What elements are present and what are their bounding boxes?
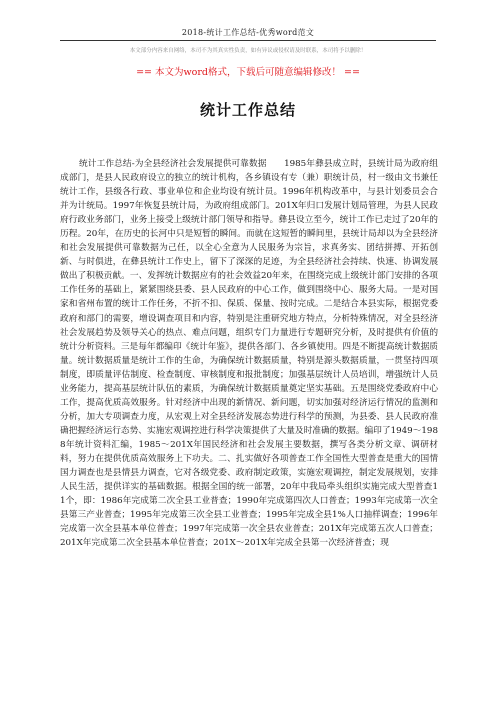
running-header: 2018-统计工作总结-优秀word范文 — [181, 28, 315, 37]
body-paragraph: 统计工作总结-为全县经济社会发展提供可靠数据 1985年彝县成立时，县统计局为政府组成部门，是县人民政府设立的独立的统计机构，各乡镇设有专（兼）职统计员，村一级由文书兼任统计工作，县级各行政、事业单位和企业均设有统计员。1996年机构改革中，与县计划委员会合并为计统局。1997年恢复县统计局，为政府组成部门。201X年归口发展计划局管理，为县人民政府行政业务部门，业务上接受上级统计部门领导和指导。彝县设立至今，统计工作已走过了20年的历程。20年，在历史的长河中只是短暂的瞬间。而就在这短暂的瞬间里，县统计局却以为全县经济和社会发展提供可靠数据为己任，以全心全意为人民服务为宗旨，求真务实、团结拼搏、开拓创新、与时俱进，在彝县统计工作史上，留下了深深的足迹，为全县经济社会持续、快速、协调发展做出了积极贡献。一、发挥统计数据应有的社会效益20年来，在围绕完成上级统计部门安排的各项工作任务的基础上，紧紧围绕县委、县人民政府的中心工作，做到围绕中心、服务大局。一是对国家和省州布置的统计工作任务，不折不扣、保质、保量、按时完成。二是结合本县实际，根据党委政府和部门的需要，增设调查项目和内容，特别是注重研究地方特点，分析特殊情况，对全县经济社会发展趋势及领导关心的热点、难点问题，组织专门力量进行专题研究分析，及时提供有价值的统计分析资料。三是每年都编印《统计年鉴》，提供各部门、各乡镇使用。四是不断提高统计数据质量。统计数据质量是统计工作的生命，为确保统计数据质量，特别是源头数据质量，一贯坚持四项制度，即质量评估制度、检查制度、审核制度和报批制度；加强基层统计人员培训，增强统计人员业务能力，提高基层统计队伍的素质，为确保统计数据质量奠定坚实基础。五是围绕党委政府中心工作，提高优质高效服务。针对经济中出现的新情况、新问题，切实加强对经济运行情况的监测和分析，加大专项调查力度，从宏观上对全县经济发展态势进行科学的预测，为县委、县人民政府准确把握经济运行态势、实施宏观调控进行科学决策提供了大量及时准确的数据。编印了1949～1988年统计资料汇编，1985～201X年国民经济和社会发展主要数据，撰写各类分析文章、调研材料，努力在提供优质高效服务上下功夫。二、扎实做好各项普查工作全国性大型普查是重大的国情国力调查也是县情县力调查，它对各级党委、政府制定政策，实施宏观调控，制定发展规划，安排人民生活，提供详实的基础数据。根据全国的统一部署，20年中我局牵头组织实施完成大型普查11个，即：1986年完成第二次全县工业普查；1990年完成第四次人口普查；1993年完成第一次全县第三产业普查；1995年完成第三次全县工业普查；1995年完成全县1%人口抽样调查；1996年完成第一次全县基本单位普查；1997年完成第一次全县农业普查；201X年完成第五次人口普查；201X年完成第二次全县基本单位普查；201X～201X年完成全县第一次经济普查；现 — [60, 159, 438, 549]
header-divider — [60, 40, 436, 41]
copyright-disclaimer: 本文部分内容来自网络，本司不为其真实性负责，如有异议或侵权请及时联系，本司将予以删除！ — [129, 48, 367, 54]
document-title: 统计工作总结 — [199, 101, 296, 119]
format-notice: == 本文为word格式，下载后可随意编辑修改！ == — [136, 67, 360, 78]
